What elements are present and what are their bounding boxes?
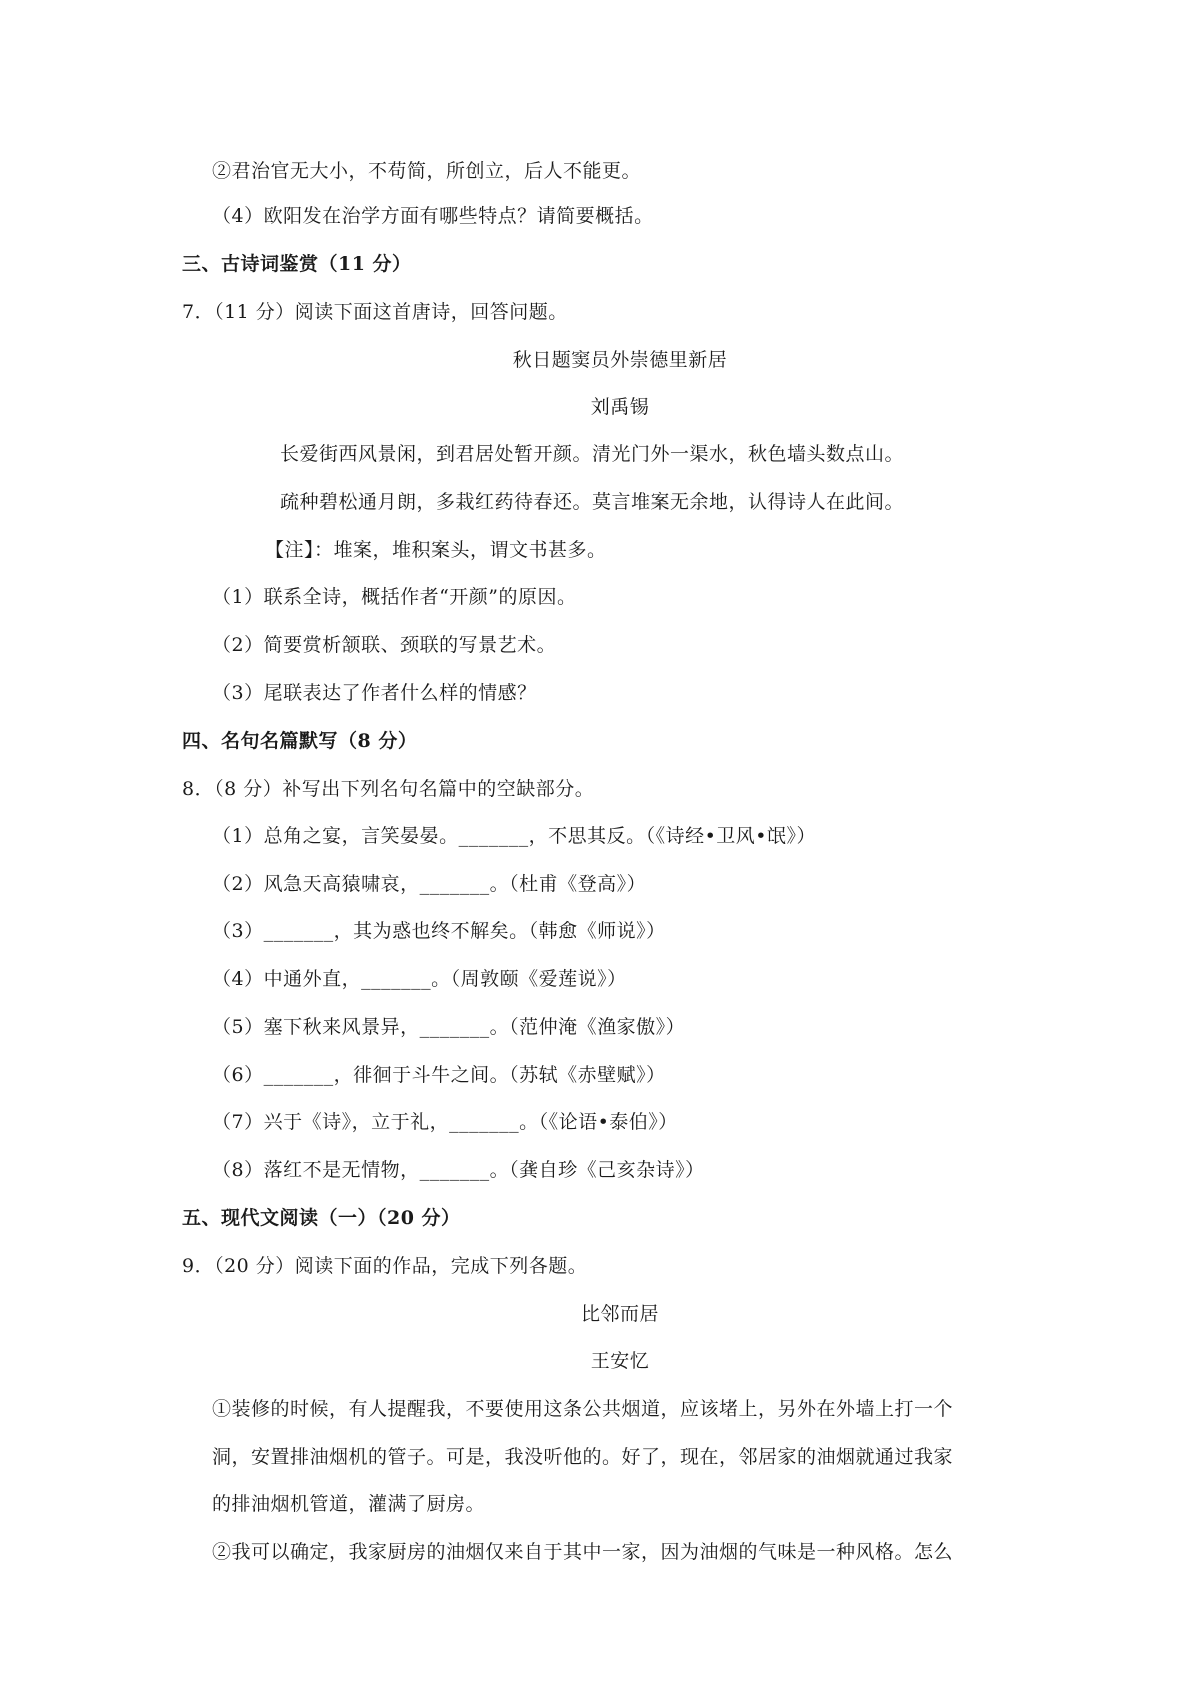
question8-item6: （6）_______，徘徊于斗牛之间。（苏轼《赤壁赋》） bbox=[212, 1064, 666, 1086]
question8-item8: （8）落红不是无情物，_______。（龚自珍《己亥杂诗》） bbox=[212, 1159, 705, 1181]
question8-item4: （4）中通外直，_______。（周敦颐《爱莲说》） bbox=[212, 968, 627, 990]
question8-item3: （3）_______，其为惑也终不解矣。（韩愈《师说》） bbox=[212, 920, 666, 942]
poem-title: 秋日题窦员外崇德里新居 bbox=[512, 349, 728, 371]
poem-note: 【注】：堆案，堆积案头，谓文书甚多。 bbox=[265, 539, 607, 561]
essay-title: 比邻而居 bbox=[580, 1303, 659, 1325]
question8-item7: （7）兴于《诗》，立于礼，_______。（《论语•泰伯》） bbox=[212, 1111, 678, 1133]
question7-part1: （1）联系全诗，概括作者“开颜”的原因。 bbox=[212, 586, 577, 608]
essay-paragraph2-line1: ②我可以确定，我家厨房的油烟仅来自于其中一家，因为油烟的气味是一种风格。怎么 bbox=[212, 1541, 954, 1563]
poem-line-1: 长爱街西风景闲，到君居处暂开颜。清光门外一渠水，秋色墙头数点山。 bbox=[280, 443, 905, 465]
essay-paragraph1-line3: 的排油烟机管道，灌满了厨房。 bbox=[212, 1493, 486, 1515]
section3-heading: 三、古诗词鉴赏（11 分） bbox=[182, 253, 412, 275]
question8-item2: （2）风急天高猿啸哀，_______。（杜甫《登高》） bbox=[212, 873, 647, 895]
essay-author: 王安忆 bbox=[590, 1350, 650, 1372]
question8-item5: （5）塞下秋来风景异，_______。（范仲淹《渔家傲》） bbox=[212, 1016, 686, 1038]
section4-heading: 四、名句名篇默写（8 分） bbox=[182, 730, 418, 752]
question7-part3: （3）尾联表达了作者什么样的情感？ bbox=[212, 682, 537, 704]
question9-intro: 9．（20 分）阅读下面的作品，完成下列各题。 bbox=[182, 1255, 588, 1277]
question7-part2: （2）简要赏析颔联、颈联的写景艺术。 bbox=[212, 634, 557, 656]
question8-item1: （1）总角之宴，言笑晏晏。_______，不思其反。（《诗经•卫风•氓》） bbox=[212, 825, 817, 847]
essay-paragraph1-line1: ①装修的时候，有人提醒我，不要使用这条公共烟道，应该堵上，另外在外墙上打一个 bbox=[212, 1398, 954, 1420]
essay-paragraph1-line2: 洞，安置排油烟机的管子。可是，我没听他的。好了，现在，邻居家的油烟就通过我家 bbox=[212, 1446, 954, 1468]
question8-intro: 8．（8 分）补写出下列名句名篇中的空缺部分。 bbox=[182, 778, 595, 800]
poem-line-2: 疏种碧松通月朗，多栽红药待春还。莫言堆案无余地，认得诗人在此间。 bbox=[280, 491, 905, 513]
question7-intro: 7．（11 分）阅读下面这首唐诗，回答问题。 bbox=[182, 301, 568, 323]
section2-question4: （4）欧阳发在治学方面有哪些特点？请简要概括。 bbox=[212, 205, 654, 227]
section2-item2: ②君治官无大小，不苟简，所创立，后人不能更。 bbox=[212, 160, 642, 182]
poem-author: 刘禹锡 bbox=[590, 396, 650, 418]
section5-heading: 五、现代文阅读（一）（20 分） bbox=[182, 1207, 461, 1229]
